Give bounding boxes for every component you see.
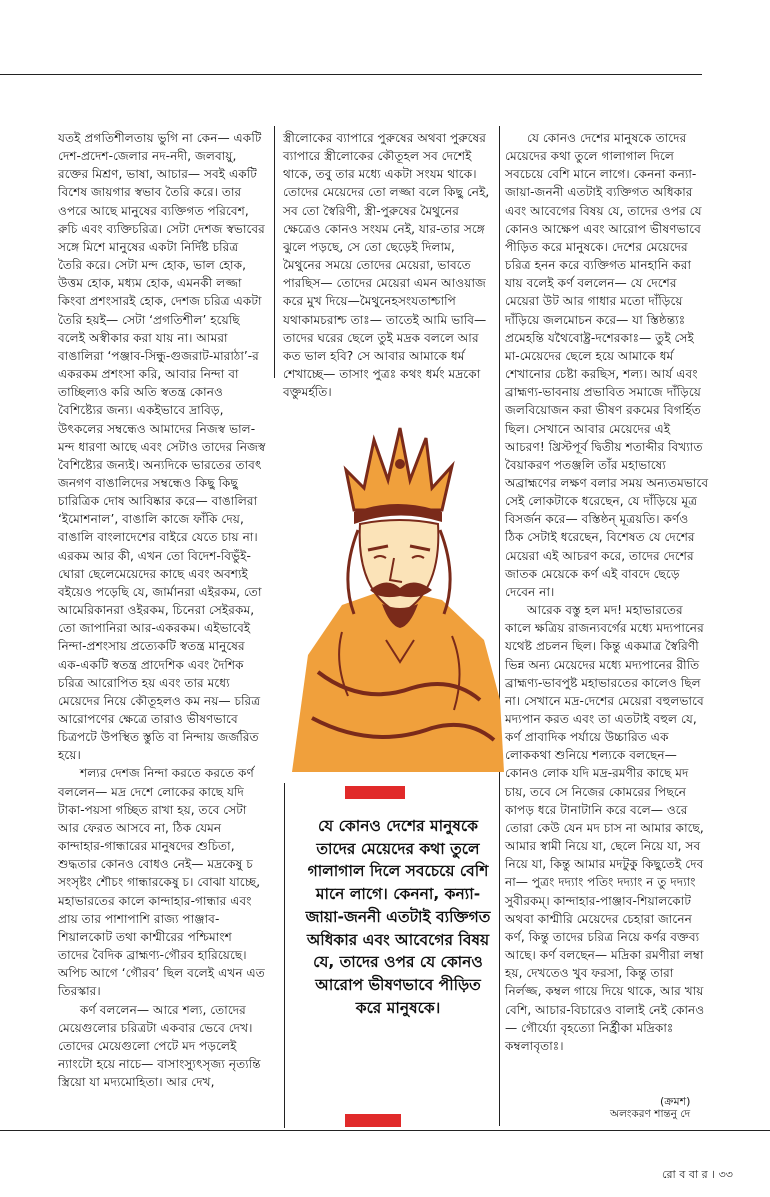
king-illustration: [282, 400, 510, 775]
pull-quote: যে কোনও দেশের মানুষকে তাদের মেয়েদের কথা তুলে গালাগাল দিলে সবচেয়ে বেশি মানে লাগে। কেননা, কন্যা-জায়া-জননী এতটাই ব্যক্তিগত অধিকার এবং আবেগের বিষয় যে, তাদের ওপর যে কোনও আরোপ ভীষণভাবে পীড়িত করে মানুষকে।: [305, 817, 491, 1017]
column-divider-1: [274, 126, 275, 378]
article-column-2: [283, 129, 493, 400]
paragraph: আরেক বস্তু হল মদ! মহাভারতের কালে ক্ষত্রিয় রাজন্যবর্গের মধ্যে মদ্যপানের যথেষ্ট প্রচলন ছিল। কিন্তু একমাত্র স্বৈরিণী ভিন্ন অন্য মেয়েদের মধ্যে মদ্যপানের রীতি ব্রাহ্মণ্য-ভাবপুষ্ট মহাভারতের কালেও ছিল না। সেখানে মদ্র-দেশের মেয়েরা বহুলভাবে মদ্যপান করত এবং তা এতটাই বহুল যে, কর্ণ প্রাবাদিক পর্যায়ে উচ্চারিত এক লোককথা শুনিয়ে শল্যকে বলছেন— কোনও লোক যদি মদ্র-রমণীর কাছে মদ চায়, তবে সে নিজের কোমরের পিছনে কাপড় ধরে টানাটানি করে বলে— ওরে তোরা কেউ যেন মদ চাস না আমার কাছে, আমার স্বামী নিয়ে যা, ছেলে নিয়ে যা, সব নিয়ে যা, কিন্তু আমার মদটুকু কিছুতেই দেব না— পুত্রং দদ্যাং পতিং দদ্যাং ন তু দদ্যাং সুবীরকম্। কান্দাহার-পাঞ্জাব-শিয়ালকোট অথবা কাশ্মীরি মেয়েদের চেহারা জানেন কর্ণ, কিন্তু তাদের চরিত্র নিয়ে কর্ণর বক্তব্য আছে। কর্ণ বলছেন— মদ্রিকা রমণীরা লম্বা হয়, দেখতেও খুব ফরসা, কিন্তু তারা নির্লজ্জ, কম্বল গায়ে দিয়ে থাকে, আর খায় বেশি, আচার-বিচারেও বালাই নেই কোনও— গৌর্য্যো বৃহত্যো নির্হ্রীকা মদ্রিকাঃ কম্বলাবৃতাঃ।: [505, 603, 705, 1053]
folio: রো ব বা র । ৩৩: [662, 1168, 733, 1181]
top-rule: [0, 74, 702, 75]
article-column-1: [58, 129, 266, 1129]
paragraph: যে কোনও দেশের মানুষকে তাদের মেয়েদের কথা তুলে গালাগাল দিলে সবচেয়ে বেশি মানে লাগে। কেননা কন্যা-জায়া-জননী এতটাই ব্যক্তিগত অধিকার এবং আবেগের বিষয় যে, তাদের ওপর যে কোনও আক্ষেপ এবং আরোপ ভীষণভাবে পীড়িত করে মানুষকে। দেশের মেয়েদের চরিত্র হনন করে ব্যক্তিগত মানহানি করা যায় বলেই কর্ণ বললেন— যে দেশের মেয়েরা উট আর গাধার মতো দাঁড়িয়ে দাঁড়িয়ে জলমোচন করে— যা স্তিষ্ঠন্ত্যঃ প্রমেহন্তি যথৈবোষ্ট্র-দশেরকাঃ— তুই সেই মা-মেয়েদের ছেলে হয়ে আমাকে ধর্ম শেখানোর চেষ্টা করছিস, শল্য। আর্য এবং ব্রাহ্মণ্য-ভাবনায় প্রভাবিত সমাজে দাঁড়িয়ে জলবিয়োজন করা ভীষণ রকমের বিগর্হিত ছিল। সেখানে আবার মেয়েদের এই আচরণ! খ্রিস্টপূর্ব দ্বিতীয় শতাব্দীর বিখ্যাত বৈয়াকরণ পতঞ্জলি তাঁর মহাভাষ্যে অব্রাহ্মণের লক্ষণ বলার সময় অন্যতমভাবে সেই লোকটাকে ধরেছেন, যে দাঁড়িয়ে মূত্র বিসর্জন করে— বস্তিষ্ঠন্ মূত্রয়তি। কর্ণও ঠিক সেটাই ধরেছেন, বিশেষত যে দেশের মেয়েরা এই আচরণ করে, তাদের দেশের জাতক মেয়েকে কর্ণ এই বাবদে ছেড়ে দেবেন না।: [505, 131, 709, 599]
article-column-3: [505, 129, 710, 1109]
pull-quote-bottom-bar: [345, 1114, 401, 1127]
illustration-credit: অলংকরণ শান্তনু দে: [610, 1108, 691, 1120]
paragraph: শল্যর দেশজ নিন্দা করতে করতে কর্ণ বললেন— মদ্র দেশে লোকের কাছে যদি টাকা-পয়সা গচ্ছিত রাখা হয়, তবে সেটা আর ফেরত আসবে না, ঠিক যেমন কান্দাহার-গান্ধারের মানুষদের শুচিতা, শুদ্ধতার কোনও বোধও নেই— মদ্রকেষু চ সংসৃষ্টং শৌচং গান্ধারকেষু চ। বোঝা যাচ্ছে, মহাভারতের কালে কান্দাহার-গান্ধার এবং প্রায় তার পাশাপাশি রাজ্য পাঞ্জাব-শিয়ালকোট তথা কাশ্মীরের পশ্চিমাংশ তাদের বৈদিক ব্রাহ্মণ্য-গৌরব হারিয়েছে। অপিচ আগে ‘গৌরব’ ছিল বলেই এখন এত তিরস্কার।: [58, 766, 265, 999]
footer-rule: [0, 1130, 770, 1131]
paragraph: যতই প্রগতিশীলতায় ভুগি না কেন— একটি দেশ-প্রদেশ-জেলার নদ-নদী, জলবায়ু, রক্তের মিশ্রণ, ভাষা, আচার— সবই একটি বিশেষ জায়গার স্বভাব তৈরি করে। তার ওপরে আছে মানুষের ব্যক্তিগত পরিবেশ, রুচি এবং ব্যক্তিচরিত্র। সেটা দেশজ স্বভাবের সঙ্গে মিশে মানুষের একটা নির্দিষ্ট চরিত্র তৈরি করে। সেটা মন্দ হোক, ভাল হোক, উত্তম হোক, মধ্যম হোক, এমনকী লজ্জা কিংবা প্রশংসারই হোক, দেশজ চরিত্র একটা তৈরি হয়ই— সেটা ‘প্রগতিশীল’ হয়েছি বলেই অস্বীকার করা যায় না। আমরা বাঙালিরা ‘পঞ্জাব-সিন্ধু-গুজরাট-মারাঠা’-র একরকম প্রশংসা করি, আবার নিন্দা বা তাচ্ছিল্যও করি অতি স্বতন্ত্র কোনও বৈশিষ্ট্যের জন্য। একইভাবে দ্রাবিড়, উৎকলের সম্বন্ধেও আমাদের নিজস্ব ভাল-মন্দ ধারণা আছে এবং সেটাও তাদের নিজস্ব বৈশিষ্ট্যের জন্যই। অন্যদিকে ভারতের তাবৎ জনগণ বাঙালিদের সম্বন্ধেও কিছু কিছু চারিত্রিক দোষ আবিষ্কার করে— বাঙালিরা ‘ইমোশনাল’, বাঙালি কাজে ফাঁকি দেয়, বাঙালি বাংলাদেশের বাইরে যেতে চায় না। এরকম আর কী, এখন তো বিদেশ-বিভুঁই-ঘোরা ছেলেমেয়েদের কাছে এবং অবশ্যই বইয়েও পড়েছি যে, জার্মানরা এইরকম, তো আমেরিকানরা ওইরকম, চিনেরা সেইরকম, তো জাপানিরা আর-একরকম। এইভাবেই নিন্দা-প্রশংসায় প্রত্যেকটি স্বতন্ত্র মানুষের এক-একটি স্বতন্ত্র প্রাদেশিক এবং দৈশিক চরিত্র আরোপিত হয় এবং তার মধ্যে মেয়েদের নিয়ে কৌতূহলও কম নয়— চরিত্র আরোপণের ক্ষেত্রে তারাও ভীষণভাবে চিত্রপটে উপস্থিত স্তুতি বা নিন্দায় জর্জরিত হয়ে।: [58, 131, 266, 763]
continued-note: (ক্রমশ): [660, 1095, 691, 1108]
pull-quote-top-bar: [345, 786, 405, 799]
paragraph: স্ত্রীলোকের ব্যাপারে পুরুষের অথবা পুরুষের ব্যাপারে স্ত্রীলোকের কৌতূহল সব দেশেই থাকে, তবু তার মধ্যে একটা সংযম থাকে। তোদের মেয়েদের তো লজ্জা বলে কিছু নেই, সব তো স্বৈরিণী, স্ত্রী-পুরুষের মৈথুনের ক্ষেত্রেও কোনও সংযম নেই, যার-তার সঙ্গে ঝুলে পড়ছে, সে তো ছেড়েই দিলাম, মৈথুনের সময়ে তোদের মেয়েরা, ভাবতে পারছিস— তোদের মেয়েরা এমন আওয়াজ করে মুখ দিয়ে—মৈথুনেহসংযতাশ্চাপি যথাকামচরাশ্চ তাঃ— তাতেই আমি ভাবি— তাদের ঘরের ছেলে তুই মদ্রক বললে আর কত ভাল হবি? সে আবার আমাকে ধর্ম শেখাচ্ছে— তাসাং পুত্রঃ কথং ধর্মং মদ্রকো বক্তুমর্হতি।: [283, 131, 490, 400]
paragraph: কর্ণ বললেন— আরে শল্য, তোদের মেয়েগুলোর চরিত্রটা একবার ভেবে দেখ। তোদের মেয়েগুলো পেটে মদ পড়লেই ন্যাংটো হয়ে নাচে— বাসাংস্যুৎসৃজ্য নৃত্যন্তি স্ত্রিয়ো যা মদ্যমোহিতা। আর দেখ,: [58, 1002, 261, 1090]
